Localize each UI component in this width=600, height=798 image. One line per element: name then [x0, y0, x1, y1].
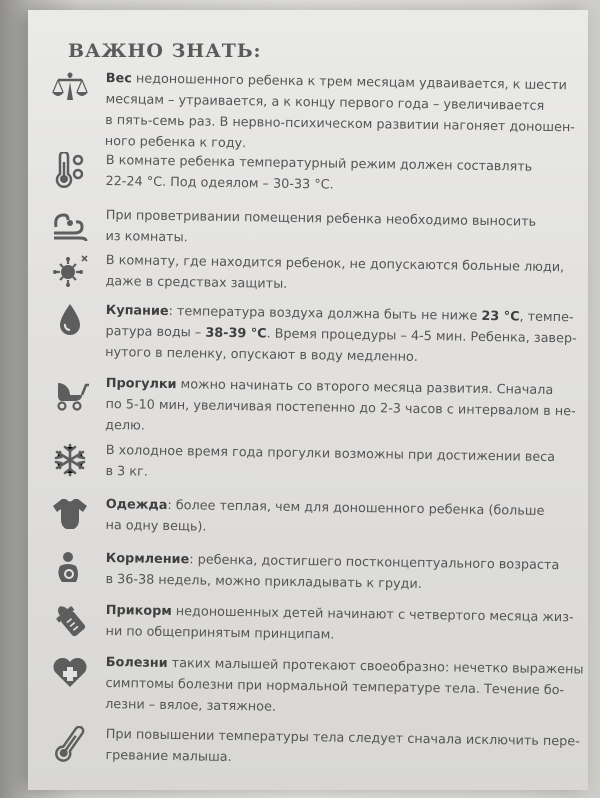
text-segment: таких малышей протекают своеобразно: нечетко выражены [167, 655, 584, 678]
baby-bottle-icon [50, 602, 90, 638]
tip-text [105, 600, 574, 649]
tip-text [105, 300, 577, 370]
text-segment: лезни – вялое, затяжное. [105, 696, 277, 715]
thermometer-icon [50, 152, 90, 188]
wind-icon [50, 207, 90, 243]
bold-text: Одежда [105, 496, 168, 513]
text-segment: из комнаты. [105, 228, 188, 246]
text-segment: : температура воздуха должна быть не ниже [168, 303, 482, 324]
text-segment: 22-24 °С. Под одеялом – 30-33 °С. [105, 173, 334, 193]
bold-text: 23 °С [481, 308, 520, 325]
tip-text [105, 250, 565, 299]
text-segment: в 36-38 недель, можно прикладывать к груди. [105, 571, 422, 592]
tip-text [105, 440, 556, 489]
tip-text [104, 68, 575, 159]
bold-text: Прикорм [105, 602, 172, 620]
scales-icon [50, 70, 90, 106]
text-segment: При повышении температуры тела следует сначала исключить пере- [105, 726, 580, 750]
tip-text [105, 373, 576, 443]
text-segment: нутого в пеленку, опускают в воду медленно. [105, 344, 419, 365]
text-segment: можно начинать со второго месяца развития. Сначала [176, 377, 554, 399]
fever-thermometer-icon [50, 726, 90, 762]
tip-text [105, 150, 550, 199]
bold-text: Купание [105, 302, 169, 319]
text-segment: месяцам – утраивается, а к концу первого года – увеличивается [105, 91, 545, 114]
page-heading: ВАЖНО ЗНАТЬ: [68, 40, 262, 62]
text-segment: на одну вещь). [105, 517, 207, 535]
text-segment: по 5-10 мин, увеличивая постепенно до 2-3 часов с интервалом в не- [105, 396, 576, 420]
tip-text [105, 494, 550, 543]
water-drop-icon [50, 302, 90, 338]
bold-text: Кормление [105, 550, 190, 568]
text-segment: : ребенка, достигшего постконцептуального возраста [189, 552, 560, 574]
tip-text [105, 548, 560, 597]
bodysuit-icon [50, 496, 90, 532]
text-segment: в 3 кг. [105, 463, 148, 480]
text-segment: недоношенных детей начинают с четвертого месяца жиз- [171, 604, 574, 626]
text-segment: В холодное время года прогулки возможны при достижении веса [105, 442, 556, 466]
text-segment: в пять-семь раз. В нервно-психическом развитии нагоняет доношен- [105, 112, 575, 136]
text-segment: : более теплая, чем для доношенного ребенка (больше [167, 497, 545, 519]
text-segment: В комнату, где находится ребенок, не допускаются больные люди, [105, 252, 565, 276]
text-segment: даже в средствах защиты. [105, 273, 288, 292]
text-segment: ратура воды – [105, 323, 206, 341]
bold-text: 38-39 °С [205, 325, 267, 342]
text-segment: делю. [105, 417, 146, 434]
tip-text [105, 205, 550, 254]
text-segment: ни по общепринятым принципам. [105, 623, 335, 643]
tip-text [105, 652, 584, 722]
snowflake-icon [50, 442, 90, 478]
bold-text: Вес [105, 70, 132, 87]
text-segment: , темпе- [519, 309, 574, 326]
bold-text: Прогулки [105, 375, 177, 393]
text-segment: симптомы болезни при нормальной температуре тела. Течение бо- [105, 675, 565, 699]
text-segment: ного ребенка к году. [104, 133, 247, 152]
text-segment: При проветривании помещения ребенка необходимо выносить [105, 207, 537, 230]
text-segment: В комнате ребенка температурный режим должен составлять [105, 152, 533, 175]
stroller-icon [50, 375, 90, 411]
text-segment: недоношенного ребенка к трем месяцам удваивается, к шести [131, 71, 568, 94]
bold-text: Болезни [105, 654, 168, 671]
text-segment: . Время процедуры – 4-5 мин. Ребенка, завер- [266, 326, 577, 347]
medical-heart-icon [50, 654, 90, 690]
tip-text [105, 724, 580, 773]
breastfeeding-icon [50, 550, 90, 586]
virus-icon [50, 252, 90, 288]
text-segment: гревание малыша. [105, 747, 232, 765]
